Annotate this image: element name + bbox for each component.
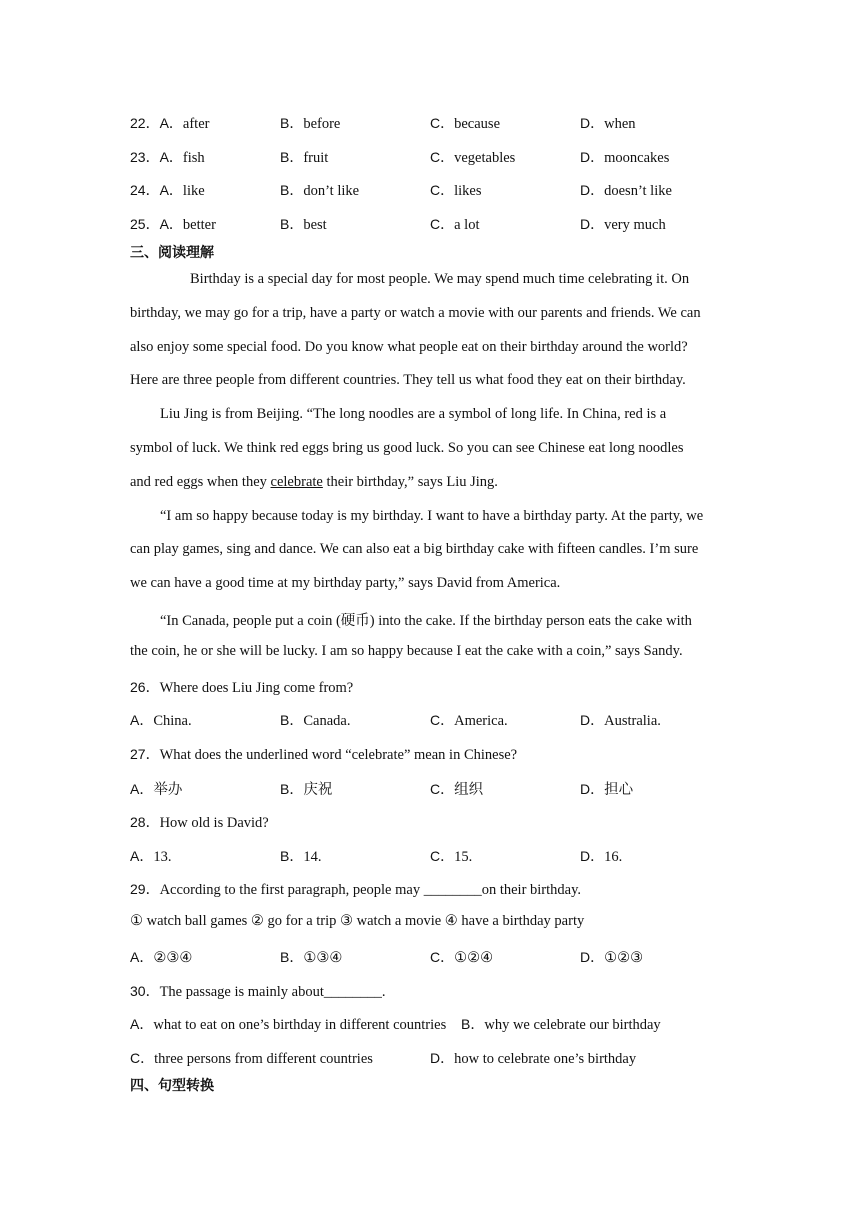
- option-a: what to eat on one’s birthday in different countries: [153, 1017, 447, 1033]
- option-letter: D: [580, 216, 591, 232]
- option-a: better: [182, 217, 216, 233]
- question-23: 23．A．fish B．fruit C．vegetables D．mooncakes: [130, 149, 670, 166]
- option-letter: C: [430, 149, 441, 165]
- option-a: 13.: [153, 849, 172, 865]
- passage-line: we can have a good time at my birthday party,” says David from America.: [130, 575, 561, 591]
- passage-line: and red eggs when they celebrate their birthday,” says Liu Jing.: [130, 474, 498, 490]
- option-letter: B: [280, 182, 290, 198]
- option-a: after: [182, 116, 210, 132]
- option-letter: C: [430, 182, 441, 198]
- option-c: America.: [454, 713, 508, 729]
- option-b: before: [303, 116, 341, 132]
- option-b: Canada.: [303, 713, 351, 729]
- question-28-stem: 28．How old is David?: [130, 814, 269, 831]
- option-letter: C: [430, 115, 441, 131]
- passage-line: also enjoy some special food. Do you know what people eat on their birthday around the world?: [130, 339, 688, 355]
- passage-line: symbol of luck. We think red eggs bring us good luck. So you can see Chinese eat long noodles: [130, 440, 684, 456]
- option-c: ①②④: [454, 950, 494, 966]
- option-letter: B: [280, 115, 290, 131]
- question-27-stem: 27．What does the underlined word “celebrate” mean in Chinese?: [130, 746, 518, 763]
- option-a: China.: [153, 713, 192, 729]
- passage-line: “I am so happy because today is my birthday. I want to have a birthday party. At the party, we: [160, 508, 704, 524]
- question-number: 23: [130, 149, 146, 165]
- option-letter: B: [280, 149, 290, 165]
- option-b: 庆祝: [303, 782, 333, 798]
- option-d: Australia.: [604, 713, 661, 729]
- passage-line: can play games, sing and dance. We can also eat a big birthday cake with fifteen candles. I’m sure: [130, 541, 699, 557]
- question-30-options-row2: C．three persons from different countries D．how to celebrate one’s birthday: [130, 1050, 637, 1067]
- option-b: ①③④: [303, 950, 343, 966]
- passage-line: Liu Jing is from Beijing. “The long noodles are a symbol of long life. In China, red is a: [160, 406, 667, 422]
- passage-line: Here are three people from different countries. They tell us what food they eat on their birthday.: [130, 372, 686, 388]
- question-27-options: A．举办 B．庆祝 C．组织 D．担心: [130, 781, 634, 798]
- option-c: likes: [454, 183, 482, 199]
- option-letter: D: [580, 115, 591, 131]
- option-letter: A: [159, 115, 169, 131]
- question-30-stem: 30．The passage is mainly about________.: [130, 983, 386, 1000]
- question-number: 24: [130, 182, 146, 198]
- option-c: a lot: [454, 217, 480, 233]
- option-letter: A: [159, 149, 169, 165]
- section-heading-reading: 三、阅读理解: [130, 245, 214, 261]
- option-c: 组织: [454, 782, 484, 798]
- question-number: 25: [130, 216, 146, 232]
- option-d: 16.: [604, 849, 623, 865]
- option-a: like: [182, 183, 205, 199]
- option-letter: D: [580, 182, 591, 198]
- question-25: 25．A．better B．best C．a lot D．very much: [130, 216, 666, 233]
- passage-line: “In Canada, people put a coin (硬币) into the cake. If the birthday person eats the cake with: [160, 613, 692, 629]
- question-30-options-row1: A．what to eat on one’s birthday in different countries B．why we celebrate our birthday: [130, 1016, 661, 1033]
- option-b: 14.: [303, 849, 322, 865]
- section-heading-sentence-transform: 四、句型转换: [130, 1078, 214, 1094]
- option-c: 15.: [454, 849, 473, 865]
- question-number: 22: [130, 115, 146, 131]
- option-d: doesn’t like: [604, 183, 672, 199]
- question-28-options: A．13. B．14. C．15. D．16.: [130, 848, 623, 865]
- passage-line: Birthday is a special day for most people. We may spend much time celebrating it. On: [190, 271, 690, 287]
- passage-line: birthday, we may go for a trip, have a party or watch a movie with our parents and friends. We can: [130, 305, 701, 321]
- option-letter: A: [159, 216, 169, 232]
- option-d: how to celebrate one’s birthday: [454, 1051, 637, 1067]
- option-d: when: [604, 116, 636, 132]
- option-d: very much: [604, 217, 666, 233]
- question-26-options: A．China. B．Canada. C．America. D．Australia.: [130, 712, 661, 729]
- question-22: 22．A．after B．before C．because D．when: [130, 115, 636, 132]
- question-29-options: A．②③④ B．①③④ C．①②④ D．①②③: [130, 949, 644, 966]
- option-c: three persons from different countries: [154, 1051, 373, 1067]
- underlined-word: celebrate: [270, 474, 323, 490]
- option-b: best: [303, 217, 327, 233]
- option-letter: C: [430, 216, 441, 232]
- option-b: fruit: [303, 150, 329, 166]
- option-d: ①②③: [604, 950, 644, 966]
- option-d: 担心: [604, 782, 634, 798]
- question-29-items: ① watch ball games ② go for a trip ③ watch a movie ④ have a birthday party: [130, 913, 585, 929]
- option-a: 举办: [153, 782, 183, 798]
- option-a: fish: [182, 150, 205, 166]
- option-b: don’t like: [303, 183, 360, 199]
- option-letter: B: [280, 216, 290, 232]
- option-c: because: [454, 116, 501, 132]
- option-a: ②③④: [153, 950, 193, 966]
- option-c: vegetables: [454, 150, 516, 166]
- option-b: why we celebrate our birthday: [484, 1017, 661, 1033]
- passage-line: the coin, he or she will be lucky. I am so happy because I eat the cake with a coin,” says Sandy.: [130, 643, 683, 659]
- question-26-stem: 26．Where does Liu Jing come from?: [130, 679, 354, 696]
- option-d: mooncakes: [604, 150, 670, 166]
- option-letter: A: [159, 182, 169, 198]
- option-letter: D: [580, 149, 591, 165]
- question-24: 24．A．like B．don’t like C．likes D．doesn’t like: [130, 182, 672, 199]
- question-29-stem: 29．According to the first paragraph, people may ________on their birthday.: [130, 881, 582, 898]
